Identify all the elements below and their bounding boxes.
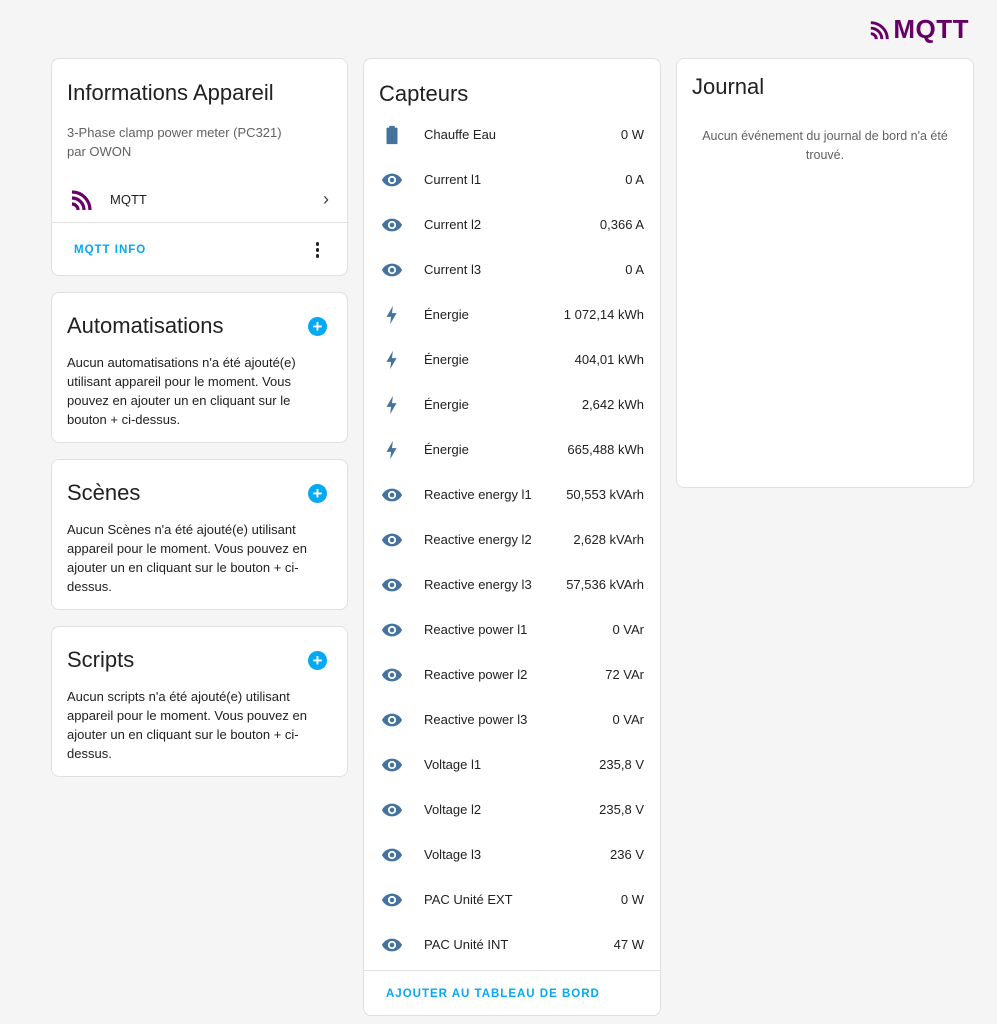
mqtt-logo-text: MQTT [893,14,969,44]
sensor-name: Énergie [424,442,469,457]
device-manufacturer: par OWON [67,144,132,159]
sensor-name: Current l3 [424,262,482,277]
eye-icon [380,933,404,957]
integration-name: MQTT [110,192,147,207]
lightning-icon [380,393,404,417]
sensor-row[interactable] [364,112,660,157]
sensor-name: Voltage l1 [424,757,482,772]
sensor-row[interactable] [364,427,660,472]
scenes-empty-text: Aucun Scènes n'a été ajouté(e) utilisant appareil pour le moment. Vous pouvez en ajouter un en cliquant sur le bouton + ci-dessus. [67,522,307,594]
mqtt-logo-icon [70,188,94,212]
sensor-name: Current l2 [424,217,482,232]
battery-icon [380,123,404,147]
eye-icon [380,708,404,732]
add-scene-button[interactable]: + [308,484,327,503]
sensor-value: 665,488 kWh [567,442,644,457]
device-model: 3-Phase clamp power meter (PC321) [67,125,282,140]
sensor-row[interactable] [364,652,660,697]
eye-icon [380,618,404,642]
left-column [51,58,348,793]
middle-column [363,58,661,1024]
sensor-value: 0,366 A [599,217,644,232]
sensor-value: 236 V [610,847,644,862]
sensor-value: 2,642 kWh [581,397,644,412]
scripts-empty-text: Aucun scripts n'a été ajouté(e) utilisant appareil pour le moment. Vous pouvez en ajouter un en cliquant sur le bouton + ci-dessus. [67,689,307,761]
sensors-title: Capteurs [379,81,469,106]
sensor-name: Reactive power l1 [424,622,528,637]
eye-icon [380,888,404,912]
sensor-name: Reactive power l2 [424,667,528,682]
scripts-title: Scripts [67,647,135,672]
eye-icon [380,573,404,597]
eye-icon [380,213,404,237]
sensor-name: Chauffe Eau [424,127,497,142]
sensor-value: 57,536 kVArh [566,577,644,592]
scripts-card [51,626,348,777]
automations-title: Automatisations [67,313,224,338]
sensor-row[interactable] [364,517,660,562]
sensor-name: Reactive power l3 [424,712,528,727]
eye-icon [380,798,404,822]
sensor-value: 0 W [620,127,644,142]
mqtt-info-button[interactable]: MQTT INFO [74,244,147,256]
sensor-name: Voltage l3 [424,847,482,862]
lightning-icon [380,348,404,372]
sensor-value: 0 W [620,892,644,907]
sensor-name: Reactive energy l1 [424,487,532,502]
sensor-value: 0 VAr [612,712,644,727]
sensor-value: 0 A [625,262,644,277]
sensor-name: PAC Unité INT [424,937,509,952]
eye-icon [380,258,404,282]
sensor-row[interactable] [364,832,660,877]
sensor-value: 0 VAr [612,622,644,637]
scenes-card [51,459,348,610]
add-automation-button[interactable]: + [308,317,327,336]
sensor-row[interactable] [364,337,660,382]
sensor-row[interactable] [364,292,660,337]
sensor-name: Énergie [424,307,469,322]
lightning-icon [380,303,404,327]
sensor-name: Énergie [424,397,469,412]
sensor-value: 2,628 kVArh [573,532,644,547]
sensor-value: 235,8 V [599,757,644,772]
sensor-value: 235,8 V [599,802,644,817]
automations-card [51,292,348,443]
sensor-row[interactable] [364,247,660,292]
sensor-row[interactable] [364,787,660,832]
sensors-card [363,58,661,1016]
sensor-name: Voltage l2 [424,802,482,817]
sensor-name: Énergie [424,352,469,367]
add-script-button[interactable]: + [308,651,327,670]
sensor-name: PAC Unité EXT [424,892,513,907]
chevron-right-icon: › [323,189,329,209]
integration-mqtt-link[interactable] [52,177,347,222]
mqtt-logo-icon [869,19,891,41]
sensor-value: 47 W [613,937,644,952]
sensor-row[interactable] [364,157,660,202]
eye-icon [380,528,404,552]
sensor-row[interactable] [364,877,660,922]
journal-empty-text: Aucun événement du journal de bord n'a été trouvé. [702,129,948,162]
sensor-row[interactable] [364,472,660,517]
lightning-icon [380,438,404,462]
sensor-row[interactable] [364,697,660,742]
journal-title: Journal [692,74,765,99]
sensor-row[interactable] [364,562,660,607]
device-actions [52,222,347,277]
eye-icon [380,663,404,687]
add-to-dashboard-button[interactable]: AJOUTER AU TABLEAU DE BORD [386,988,600,1000]
sensor-list [364,112,660,967]
eye-icon [380,843,404,867]
sensor-value: 0 A [625,172,644,187]
sensor-row[interactable] [364,202,660,247]
more-options-icon[interactable] [310,238,326,262]
sensor-name: Reactive energy l2 [424,532,532,547]
sensor-row[interactable] [364,742,660,787]
sensor-value: 404,01 kWh [574,352,644,367]
device-info-card [51,58,348,276]
sensor-value: 72 VAr [605,667,644,682]
sensor-row[interactable] [364,922,660,967]
device-info-title: Informations Appareil [67,80,274,105]
eye-icon [380,753,404,777]
automations-empty-text: Aucun automatisations n'a été ajouté(e) utilisant appareil pour le moment. Vous pouvez en ajouter un en cliquant sur le bouton + ci-dessus. [67,355,296,427]
eye-icon [380,483,404,507]
sensor-name: Current l1 [424,172,482,187]
sensor-row[interactable] [364,607,660,652]
sensor-row[interactable] [364,382,660,427]
sensor-name: Reactive energy l3 [424,577,532,592]
sensor-value: 1 072,14 kWh [563,307,644,322]
mqtt-brand-logo [869,14,969,45]
sensors-footer [364,970,660,1017]
right-column [676,58,974,504]
eye-icon [380,168,404,192]
journal-card [676,58,974,488]
scenes-title: Scènes [67,480,141,505]
sensor-value: 50,553 kVArh [566,487,644,502]
device-model-info [67,123,282,161]
